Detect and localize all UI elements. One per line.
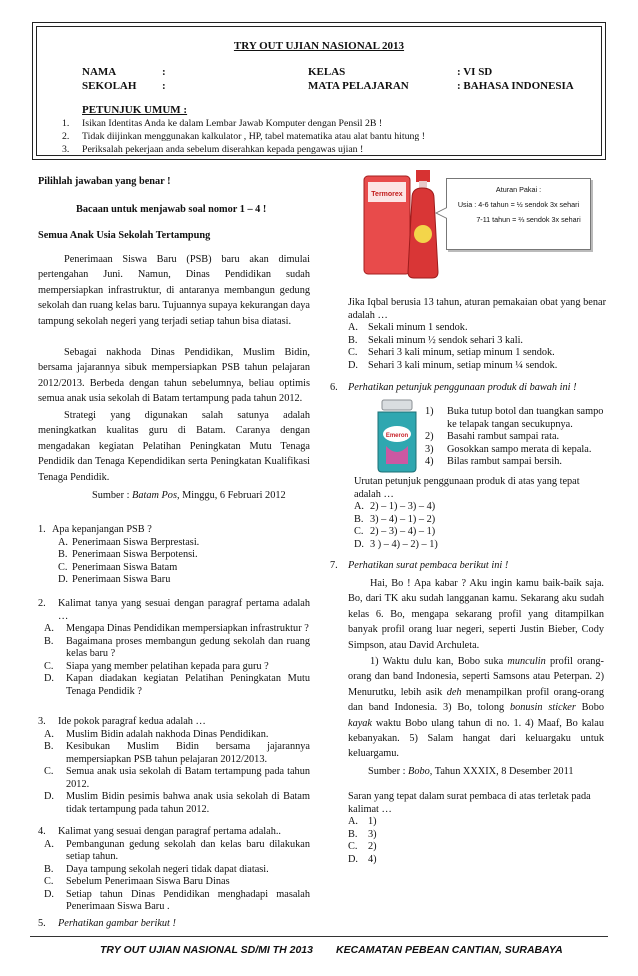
question-7-options [348, 816, 377, 866]
question-5-body: Jika Iqbal berusia 13 tahun, aturan pemakaian obat yang benar adalah … [348, 297, 606, 321]
kelas-value: : VI SD [457, 66, 493, 78]
callout-line-1: Usia : 4-6 tahun = ½ sendok 3x sehari [457, 200, 580, 209]
option[interactable]: B. Sekali minum ½ sendok sehari 3 kali. [348, 334, 524, 346]
shampoo-bottle-image [372, 398, 422, 474]
medicine-bottle-logo [414, 225, 432, 243]
option[interactable]: D. Kapan diadakan kegiatan Pelatihan Peningkatan Mutu Tenaga Pendidik ? [44, 673, 310, 697]
footer-right: KECAMATAN PEBEAN CANTIAN, SURABAYA [336, 944, 563, 956]
shampoo-cap [382, 400, 412, 410]
option[interactable]: C. 2) [348, 841, 377, 852]
option[interactable]: B. Kesibukan Muslim Bidin bersama jajarannya mempersiapkan PSB tahun pelajaran 2012/2013. [44, 741, 310, 765]
nama-label: NAMA [82, 66, 117, 78]
option[interactable]: A. Pembangunan gedung sekolah dan kelas baru dilakukan setiap tahun. [44, 838, 310, 862]
medicine-bottle-cap [416, 170, 430, 182]
question-6-prompt: 6. Perhatikan petunjuk penggunaan produk di bawah ini ! [330, 382, 577, 393]
petunjuk-item: 1. Isikan Identitas Anda ke dalam Lembar Jawab Komputer dengan Pensil 2B ! [62, 118, 383, 129]
question-7-prompt: 7. Perhatikan surat pembaca berikut ini ! [330, 560, 509, 571]
option[interactable]: D. 3 ) – 4) – 2) – 1) [354, 538, 438, 550]
option[interactable]: C. Sehari 3 kali minum, setiap minum 1 sendok. [348, 347, 555, 358]
question-6-options [354, 501, 438, 551]
petunjuk-list [62, 117, 425, 156]
petunjuk-item: 3. Periksalah pekerjaan anda sebelum diserahkan kepada pengawas ujian ! [62, 144, 364, 155]
article-paragraph-1: Penerimaan Siswa Baru (PSB) baru akan dimulai pertengahan Juni. Namun, Dinas Pendidikan sudah mempersiapkan infrastruktur, di antaranya membangun gedung sekolah dan ruang kelas baru. Tujuannya supaya kekurangan daya tampung sekolah negeri yang terjadi setiap tahun bisa diatasi. [38, 254, 310, 327]
step: 3) Gosokkan sampo merata di kepala. [425, 443, 592, 455]
exam-title: TRY OUT UJIAN NASIONAL 2013 [233, 40, 405, 52]
nama-colon: : [162, 66, 166, 78]
petunjuk-item: 2. Tidak diijinkan menggunakan kalkulator , HP, tabel matematika atau alat bantu hitung ! [62, 131, 425, 142]
usage-rules-callout [446, 178, 591, 250]
question-4: 4. Kalimat yang sesuai dengan paragraf pertama adalah.. A. Pembangunan gedung sekolah dan kelas baru dilakukan setiap tahun. B. Daya tampung sekolah negeri tidak dapat diatasi. C. Sebelum Penerimaan Siswa Baru Dinas D. Setiap tahun Dinas Pendidikan menghadapi masalah Penerimaan Siswa Baru . [38, 826, 310, 912]
step: 4) Bilas rambut sampai bersih. [425, 456, 562, 467]
question-2: 2. Kalimat tanya yang sesuai dengan paragraf pertama adalah … A. Mengapa Dinas Pendidikan mempersiapkan infrastruktur ? B. Bagaimana proses membangun gedung sekolah dan ruang kelas baru ? C. Siapa yang member pelatihan kepada para guru ? D. Kapan diadakan kegiatan Pelatihan Peningkatan Mutu Tenaga Pendidik ? [38, 598, 310, 697]
question-5-prompt: 5. Perhatikan gambar berikut ! [38, 918, 176, 929]
question-5-options [348, 322, 608, 372]
option[interactable]: C. Semua anak usia sekolah di Batam tertampung pada tahun 2012. [44, 766, 310, 790]
article-paragraph-3: Strategi yang digunakan salah satunya adalah meningkatkan kualitas guru di Batam. Caranya dengan mengadakan kegiatan Pelatihan Peningkatan Mutu Tenaga Pendidik dan Tenaga Kependidikan serta Peningkatan Kualifikasi Tenaga Pendidik. [38, 410, 310, 483]
step: 2) Basahi rambut sampai rata. [425, 431, 560, 442]
option[interactable]: B. Daya tampung sekolah negeri tidak dapat diatasi. [44, 863, 269, 875]
letter-paragraph-2: 1) Waktu dulu kan, Bobo suka munculin profil orang-orang dan band Indonesia, seperti Samsons atau Peterpan. 2) Menurutku, lebih asik deh menampilkan profil orang-orang dan band Indonesia. 3) Bo, tolong bonusin sticker Bobo kayak waktu Bobo ulang tahun di no. 1. 4) Maaf, Bo kalau kebanyakan. 5) Salam hangat dari keluargaku untuk keluargamu. [348, 656, 605, 760]
option[interactable]: C. 2) – 3) – 4) – 1) [354, 526, 436, 537]
callout-line-2: 7-11 tahun = ⅔ sendok 3x sehari [476, 215, 581, 224]
question-6-body: Urutan petunjuk penggunaan produk di atas yang tepat adalah … [354, 476, 580, 500]
article-title: Semua Anak Usia Sekolah Tertampung [38, 230, 211, 241]
option[interactable]: C. Siapa yang member pelatihan kepada para guru ? [44, 660, 269, 672]
option[interactable]: B. Penerimaan Siswa Berpotensi. [58, 549, 198, 560]
medicine-box-brand: Termorex [371, 191, 403, 198]
letter-source: Sumber : Bobo, Tahun XXXIX, 8 Desember 2011 [368, 766, 574, 777]
mapel-label: MATA PELAJARAN [308, 80, 409, 92]
reading-intro: Bacaan untuk menjawab soal nomor 1 – 4 ! [76, 204, 267, 215]
option[interactable]: B. 3) – 4) – 1) – 2) [354, 513, 436, 525]
kelas-label: KELAS [308, 66, 346, 78]
shampoo-steps [425, 406, 607, 469]
article-paragraph-2: Sebagai nakhoda Dinas Pendidikan, Muslim Bidin, bersama jajarannya sibuk mempersiapkan PSB tahun pelajaran 2012/2013. Berbeda dengan tahun sebelumnya, beliau optimis semua anak usia sekolah di Batam tertampung pada tahun 2012. [38, 347, 310, 405]
option[interactable]: D. Setiap tahun Dinas Pendidikan menghadapi masalah Penerimaan Siswa Baru . [44, 888, 310, 912]
option[interactable]: B. Bagaimana proses membangun gedung sekolah dan ruang kelas baru ? [44, 635, 310, 659]
footer-rule [30, 936, 608, 937]
option[interactable]: D. Sehari 3 kali minum, setiap minum ¼ sendok. [348, 359, 558, 371]
footer-left: TRY OUT UJIAN NASIONAL SD/MI TH 2013 [100, 944, 313, 956]
option[interactable]: A. Mengapa Dinas Pendidikan mempersiapkan infrastruktur ? [44, 623, 309, 634]
option[interactable]: D. Penerimaan Siswa Baru [58, 574, 171, 585]
step: 1) Buka tutup botol dan tuangkan sampo ke telapak tangan secukupnya. [425, 406, 604, 430]
sekolah-label: SEKOLAH [82, 80, 137, 92]
option[interactable]: C. Penerimaan Siswa Batam [58, 561, 178, 573]
option[interactable]: A. Penerimaan Siswa Berprestasi. [58, 536, 200, 548]
option[interactable]: B. 3) [348, 828, 377, 840]
question-1: 1. Apa kepanjangan PSB ? A. Penerimaan Siswa Berprestasi. B. Penerimaan Siswa Berpotensi. C. Penerimaan Siswa Batam D. Penerimaan Siswa Baru [38, 524, 310, 587]
option[interactable]: A. 1) [348, 816, 377, 827]
option[interactable]: D. 4) [348, 853, 377, 865]
letter-paragraph-1: Hai, Bo ! Apa kabar ? Aku ingin kamu baik-baik saja. Bo, dari TK aku sudah langganan kamu. Sekarang aku sudah kelas 6. Bo, mengapa sekarang profil yang ditampilkan banyak profil orang luar negeri, seperti Justin Bieber, Cody Simpson, atau David Archuleta. [348, 578, 604, 651]
option[interactable]: A. 2) – 1) – 3) – 4) [354, 501, 436, 512]
option[interactable]: D. Muslim Bidin pesimis bahwa anak usia sekolah di Batam tidak tertampung pada tahun 2012. [44, 791, 310, 815]
option[interactable]: A. Muslim Bidin adalah nakhoda Dinas Pendidikan. [44, 728, 269, 740]
sekolah-colon: : [162, 80, 166, 92]
option[interactable]: C. Sebelum Penerimaan Siswa Baru Dinas [44, 876, 230, 887]
mapel-value: : BAHASA INDONESIA [457, 80, 574, 92]
shampoo-brand: Emeron [385, 433, 409, 439]
question-3: 3. Ide pokok paragraf kedua adalah … A. Muslim Bidin adalah nakhoda Dinas Pendidikan. B. Kesibukan Muslim Bidin bersama jajarannya mempersiapkan PSB tahun pelajaran 2012/2013. C. Semua anak usia sekolah di Batam tertampung pada tahun 2012. D. Muslim Bidin pesimis bahwa anak usia sekolah di Batam tidak tertampung pada tahun 2012. [38, 716, 310, 815]
article-source: Sumber : Batam Pos, Minggu, 6 Februari 2012 [92, 490, 286, 501]
petunjuk-title: PETUNJUK UMUM : [82, 104, 188, 116]
option[interactable]: A. Sekali minum 1 sendok. [348, 322, 468, 333]
medicine-bottle-image [362, 168, 452, 280]
callout-title: Aturan Pakai : [495, 185, 542, 194]
question-7-body: Saran yang tepat dalam surat pembaca di atas terletak pada kalimat … [348, 791, 591, 815]
instruction: Pilihlah jawaban yang benar ! [38, 176, 171, 187]
